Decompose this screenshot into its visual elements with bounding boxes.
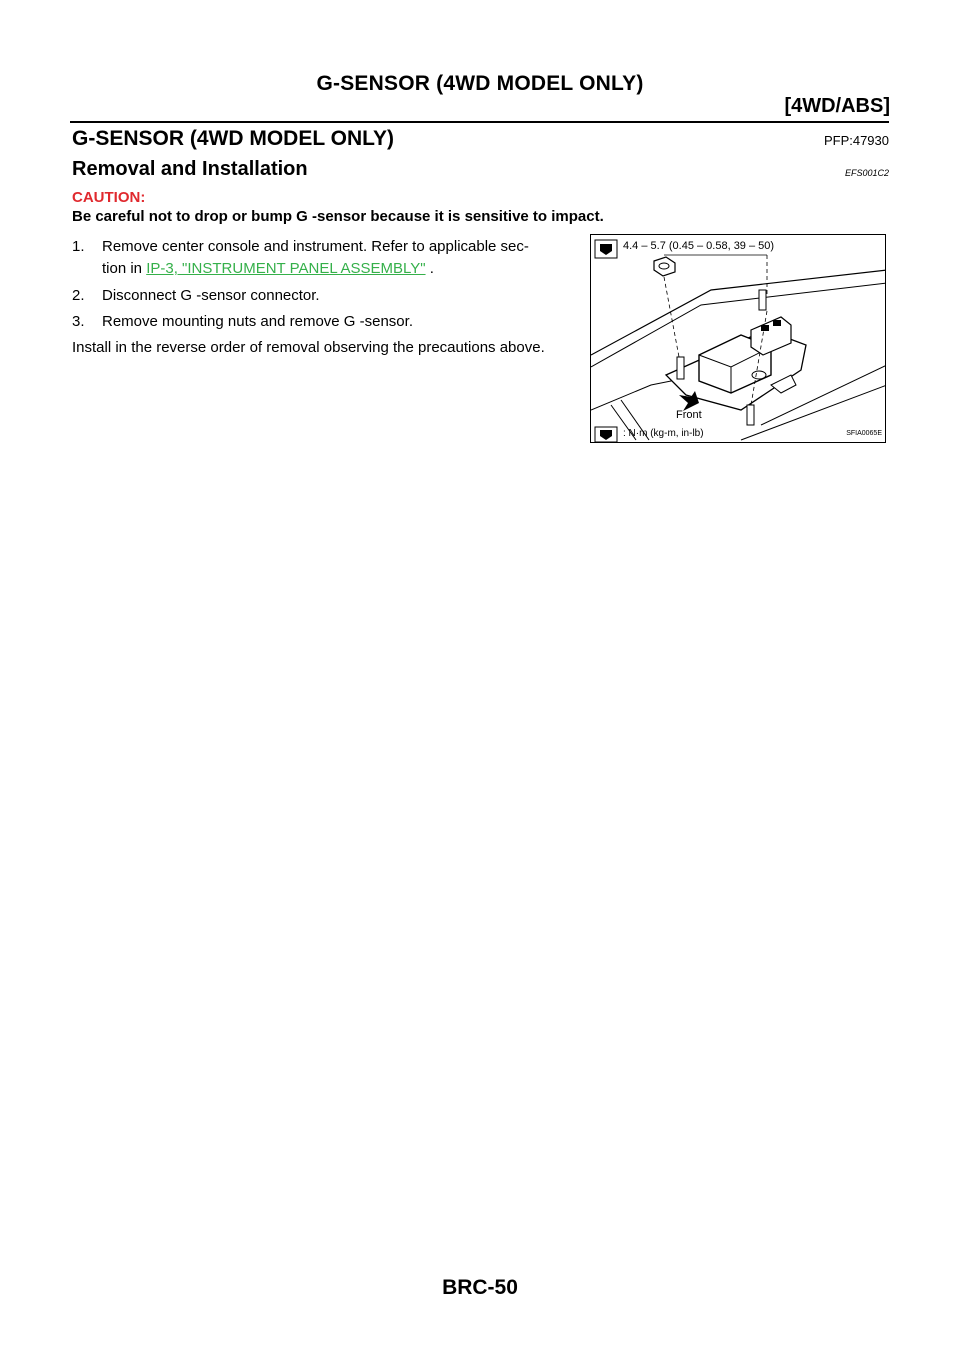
step-number: 3. (72, 313, 85, 330)
step-1 (72, 236, 577, 280)
subsection-title: Removal and Installation (72, 158, 308, 180)
step-number: 1. (72, 238, 85, 255)
step-text: Remove center console and instrument. Refer to applicable sec- (102, 238, 529, 255)
g-sensor-illustration (591, 235, 886, 443)
front-label: Front (676, 409, 702, 421)
section-code: PFP:47930 (823, 133, 889, 148)
torque-wrench-icon (595, 240, 617, 258)
torque-unit-icon (595, 427, 617, 442)
step-text: Remove mounting nuts and remove G -sensor. (102, 313, 413, 330)
step-3 (72, 311, 413, 333)
figure-code: SFIA0065E (846, 430, 882, 437)
install-note: Install in the reverse order of removal observing the precautions above. (72, 339, 545, 356)
header-subtitle: [4WD/ABS] (784, 95, 890, 117)
page-number: BRC-50 (442, 1276, 518, 1299)
step-2 (72, 285, 320, 307)
caution-label: CAUTION: (72, 189, 146, 206)
section-title: G-SENSOR (4WD MODEL ONLY) (72, 127, 395, 150)
step-text-suffix: . (425, 260, 434, 277)
step-number: 2. (72, 287, 85, 304)
caution-text: Be careful not to drop or bump G -sensor because it is sensitive to impact. (72, 208, 604, 225)
g-sensor-figure (590, 234, 886, 443)
torque-unit-label: : N·m (kg-m, in-lb) (623, 428, 704, 439)
step-text: Disconnect G -sensor connector. (102, 287, 320, 304)
header-title: G-SENSOR (4WD MODEL ONLY) (316, 72, 644, 95)
step-text-prefix: tion in (102, 260, 147, 277)
subsection-code: EFS001C2 (844, 168, 889, 178)
torque-spec: 4.4 – 5.7 (0.45 – 0.58, 39 – 50) (623, 240, 775, 252)
header-divider (70, 121, 889, 123)
ip-3-instrument-panel-link[interactable]: IP-3, "INSTRUMENT PANEL ASSEMBLY" (146, 260, 426, 277)
